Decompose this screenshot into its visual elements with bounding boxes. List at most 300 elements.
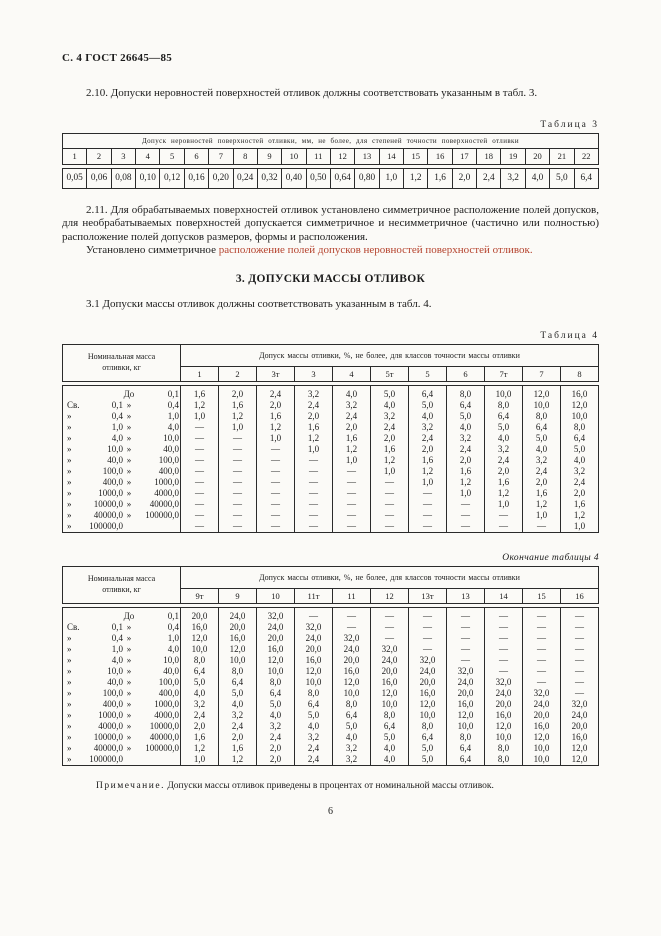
tolerance-value-cell: —	[257, 444, 295, 455]
tolerance-value-cell: —	[219, 477, 257, 488]
class-number-cell: 13т	[409, 588, 447, 603]
tolerance-value-cell: 16,0	[561, 385, 599, 400]
mass-range-cell	[63, 433, 181, 444]
table3-column-number: 14	[379, 148, 403, 164]
tolerance-value-cell: 8,0	[561, 422, 599, 433]
mass-part: »	[67, 465, 72, 476]
mass-part: »	[126, 399, 132, 410]
mass-part: До	[123, 610, 135, 621]
table3-column-number: 6	[184, 148, 208, 164]
table-row	[63, 499, 599, 510]
tolerance-value-cell: 6,4	[447, 754, 485, 766]
tolerance-value-cell: —	[523, 655, 561, 666]
note-label: Примечание.	[96, 780, 165, 791]
tolerance-value-cell: 6,4	[485, 411, 523, 422]
mass-part: »	[126, 687, 132, 698]
table4a-classes-header-cell: Допуск массы отливки, %, не более, для классов точности массы отливки	[181, 344, 599, 366]
tolerance-value-cell: 8,0	[409, 721, 447, 732]
mass-part: 0,4	[167, 621, 179, 632]
mass-part: 4,0	[111, 432, 123, 443]
table3-value-cell: 0,80	[355, 168, 379, 188]
tolerance-value-cell: —	[295, 510, 333, 521]
tolerance-value-cell: —	[561, 633, 599, 644]
tolerance-value-cell: —	[333, 477, 371, 488]
mass-part: »	[67, 687, 72, 698]
table-row	[63, 666, 599, 677]
tolerance-value-cell: 12,0	[181, 633, 219, 644]
mass-part: 100000,0	[89, 520, 123, 531]
tolerance-value-cell: —	[219, 466, 257, 477]
mass-range-cell	[63, 510, 181, 521]
tolerance-value-cell: 10,0	[523, 400, 561, 411]
tolerance-value-cell: 4,0	[561, 455, 599, 466]
mass-part: 4000,0	[154, 487, 179, 498]
tolerance-value-cell: —	[295, 521, 333, 533]
mass-part: 0,4	[111, 410, 123, 421]
tolerance-value-cell: 12,0	[333, 677, 371, 688]
mass-part: 10000,0	[93, 498, 123, 509]
mass-part: 40000,0	[149, 498, 179, 509]
tolerance-value-cell: 5,0	[523, 433, 561, 444]
table-row	[63, 607, 599, 622]
tolerance-value-cell: 5,0	[409, 400, 447, 411]
tolerance-value-cell: 1,6	[181, 385, 219, 400]
tolerance-value-cell: —	[257, 488, 295, 499]
class-number-cell: 16	[561, 588, 599, 603]
mass-part: »	[126, 410, 132, 421]
tolerance-value-cell: 2,4	[371, 422, 409, 433]
tolerance-value-cell: —	[181, 466, 219, 477]
mass-part: »	[67, 698, 72, 709]
tolerance-value-cell: —	[561, 688, 599, 699]
table-row	[63, 385, 599, 400]
tolerance-value-cell: —	[561, 666, 599, 677]
tolerance-value-cell: —	[485, 655, 523, 666]
mass-part: »	[67, 410, 72, 421]
mass-part: »	[126, 476, 132, 487]
tolerance-value-cell: 3,2	[333, 754, 371, 766]
table4a-body-table	[62, 385, 599, 533]
class-number-cell: 13	[447, 588, 485, 603]
tolerance-value-cell: 3,2	[257, 721, 295, 732]
tolerance-value-cell: 24,0	[409, 666, 447, 677]
mass-part: »	[126, 720, 132, 731]
table-row	[63, 644, 599, 655]
mass-range-cell	[63, 455, 181, 466]
mass-part: »	[126, 643, 132, 654]
tolerance-value-cell: —	[219, 455, 257, 466]
mass-part: »	[126, 443, 132, 454]
table-row	[63, 721, 599, 732]
tolerance-value-cell: 12,0	[219, 644, 257, 655]
mass-range-cell	[63, 644, 181, 655]
table-row	[63, 677, 599, 688]
table3-value-cell: 0,64	[330, 168, 354, 188]
paragraph-2-10: 2.10. Допуски неровностей поверхностей отливок должны соответствовать указанным в табл. 3.	[86, 87, 538, 99]
mass-part: Св.	[67, 621, 80, 632]
tolerance-value-cell: 2,4	[219, 721, 257, 732]
tolerance-value-cell: —	[371, 633, 409, 644]
class-number-cell: 11	[333, 588, 371, 603]
tolerance-value-cell: 1,2	[447, 477, 485, 488]
tolerance-value-cell: —	[447, 622, 485, 633]
mass-range-cell	[63, 521, 181, 533]
mass-part: »	[126, 621, 132, 632]
table-row	[63, 521, 599, 533]
tolerance-value-cell: 2,4	[295, 743, 333, 754]
table-row	[63, 488, 599, 499]
mass-part: »	[67, 432, 72, 443]
table-row	[63, 422, 599, 433]
tolerance-value-cell: —	[295, 455, 333, 466]
mass-part: 400,0	[102, 476, 123, 487]
mass-range-cell	[63, 422, 181, 433]
tolerance-value-cell: 24,0	[447, 677, 485, 688]
class-number-cell: 10	[257, 588, 295, 603]
mass-range-cell	[63, 699, 181, 710]
mass-part: »	[67, 520, 72, 531]
tolerance-value-cell: 20,0	[523, 710, 561, 721]
tolerance-value-cell: 2,0	[257, 743, 295, 754]
mass-part: »	[126, 665, 132, 676]
tolerance-value-cell: 3,2	[371, 411, 409, 422]
tolerance-value-cell: 16,0	[371, 677, 409, 688]
table3-column-number: 10	[282, 148, 306, 164]
tolerance-value-cell: 12,0	[371, 688, 409, 699]
tolerance-value-cell: 1,2	[485, 488, 523, 499]
tolerance-value-cell: —	[447, 510, 485, 521]
tolerance-value-cell: 20,0	[295, 644, 333, 655]
tolerance-value-cell: 32,0	[447, 666, 485, 677]
mass-part: 100,0	[158, 676, 179, 687]
table3-value-cell: 2,4	[477, 168, 501, 188]
tolerance-value-cell: 8,0	[485, 743, 523, 754]
mass-part: 100,0	[102, 687, 123, 698]
class-number-cell: 5	[409, 366, 447, 381]
mass-part: »	[126, 509, 132, 520]
tolerance-value-cell: 3,2	[409, 422, 447, 433]
tolerance-value-cell: 32,0	[371, 644, 409, 655]
mass-part: »	[67, 443, 72, 454]
tolerance-value-cell: 3,2	[333, 743, 371, 754]
class-number-cell: 6	[447, 366, 485, 381]
tolerance-value-cell: 2,4	[333, 411, 371, 422]
tolerance-value-cell: 32,0	[295, 622, 333, 633]
tolerance-value-cell: 1,2	[561, 510, 599, 521]
mass-part: 1,0	[111, 421, 123, 432]
tolerance-value-cell: —	[485, 633, 523, 644]
table3-value-cell: 1,0	[379, 168, 403, 188]
table3-column-number: 20	[525, 148, 549, 164]
mass-part: 4,0	[111, 654, 123, 665]
tolerance-value-cell: —	[257, 510, 295, 521]
table3-value-cell: 3,2	[501, 168, 525, 188]
table3-value-cell: 0,20	[209, 168, 233, 188]
tolerance-value-cell: 1,6	[333, 433, 371, 444]
tolerance-value-cell: 24,0	[219, 607, 257, 622]
mass-part: 4,0	[167, 643, 179, 654]
mass-part: 1000,0	[98, 487, 123, 498]
mass-part: 4,0	[167, 421, 179, 432]
tolerance-value-cell: 1,0	[561, 521, 599, 533]
tolerance-value-cell: 2,0	[333, 422, 371, 433]
tolerance-value-cell: 3,2	[295, 732, 333, 743]
table3-column-number: 4	[136, 148, 160, 164]
mass-part: »	[67, 676, 72, 687]
table3-column-number: 18	[477, 148, 501, 164]
tolerance-value-cell: 10,0	[409, 710, 447, 721]
tolerance-value-cell: 6,4	[561, 433, 599, 444]
table-row	[63, 688, 599, 699]
tolerance-value-cell: 1,0	[333, 455, 371, 466]
mass-range-cell	[63, 385, 181, 400]
tolerance-value-cell: —	[371, 510, 409, 521]
table3-value-cell: 1,6	[428, 168, 452, 188]
mass-part: »	[67, 632, 72, 643]
tolerance-value-cell: 10,0	[181, 644, 219, 655]
tolerance-value-cell: —	[257, 466, 295, 477]
tolerance-value-cell: —	[219, 499, 257, 510]
tolerance-value-cell: 1,0	[181, 754, 219, 766]
tolerance-value-cell: 1,6	[181, 732, 219, 743]
tolerance-value-cell: 5,0	[333, 721, 371, 732]
tolerance-value-cell: —	[181, 488, 219, 499]
table3-column-number: 2	[87, 148, 111, 164]
tolerance-value-cell: 10,0	[295, 677, 333, 688]
mass-range-cell	[63, 721, 181, 732]
tolerance-value-cell: 10,0	[333, 688, 371, 699]
tolerance-value-cell: —	[181, 455, 219, 466]
tolerance-value-cell: 1,0	[409, 477, 447, 488]
table-row	[63, 622, 599, 633]
tolerance-value-cell: 2,4	[257, 385, 295, 400]
tolerance-value-cell: 20,0	[257, 633, 295, 644]
tolerance-value-cell: 8,0	[523, 411, 561, 422]
mass-part: 400,0	[102, 698, 123, 709]
mass-part: 40,0	[163, 665, 179, 676]
table-row	[63, 466, 599, 477]
tolerance-value-cell: 1,6	[485, 477, 523, 488]
tolerance-value-cell: 12,0	[523, 385, 561, 400]
tolerance-value-cell: 4,0	[447, 422, 485, 433]
tolerance-value-cell: 12,0	[409, 699, 447, 710]
mass-range-cell	[63, 499, 181, 510]
tolerance-value-cell: —	[371, 521, 409, 533]
tolerance-value-cell: 2,0	[219, 732, 257, 743]
tolerance-value-cell: 1,6	[295, 422, 333, 433]
table3-column-number: 19	[501, 148, 525, 164]
tolerance-value-cell: 1,6	[219, 743, 257, 754]
mass-range-cell	[63, 633, 181, 644]
table3-column-number: 15	[404, 148, 428, 164]
table3-value-cell: 0,32	[257, 168, 281, 188]
mass-part: 100000,0	[89, 753, 123, 764]
tolerance-value-cell: 4,0	[371, 400, 409, 411]
note	[62, 781, 599, 791]
tolerance-value-cell: 12,0	[295, 666, 333, 677]
tolerance-value-cell: 2,0	[219, 385, 257, 400]
tolerance-value-cell: 16,0	[561, 732, 599, 743]
tolerance-value-cell: 2,4	[181, 710, 219, 721]
table-3	[62, 133, 599, 189]
table3-value-cell: 0,40	[282, 168, 306, 188]
mass-part: 1000,0	[154, 476, 179, 487]
mass-part: »	[67, 742, 72, 753]
tolerance-value-cell: —	[295, 466, 333, 477]
tolerance-value-cell: 5,0	[219, 688, 257, 699]
tolerance-value-cell: —	[523, 633, 561, 644]
tolerance-value-cell: 16,0	[485, 710, 523, 721]
tolerance-value-cell: 16,0	[219, 633, 257, 644]
section-3-title: 3. ДОПУСКИ МАССЫ ОТЛИВОК	[235, 272, 426, 285]
table3-value-cell: 0,05	[63, 168, 87, 188]
table3-column-number: 13	[355, 148, 379, 164]
tolerance-value-cell: 32,0	[333, 633, 371, 644]
table4-caption: Таблица 4	[540, 330, 599, 341]
mass-range-cell	[63, 666, 181, 677]
tolerance-value-cell: —	[181, 510, 219, 521]
class-number-cell: 3	[295, 366, 333, 381]
tolerance-value-cell: —	[371, 488, 409, 499]
tolerance-value-cell: 32,0	[409, 655, 447, 666]
tolerance-value-cell: —	[447, 607, 485, 622]
tolerance-value-cell: 3,2	[523, 455, 561, 466]
tolerance-value-cell: 4,0	[257, 710, 295, 721]
class-number-cell: 15	[523, 588, 561, 603]
mass-part: »	[126, 421, 132, 432]
table3-values-row	[63, 168, 599, 188]
table3-value-cell: 4,0	[525, 168, 549, 188]
tolerance-value-cell: 1,0	[181, 411, 219, 422]
paragraph-2-11b-highlight: расположение полей допусков неровностей поверхностей отливок.	[218, 244, 533, 257]
class-number-cell: 7	[523, 366, 561, 381]
table4a-mass-header-cell: Номинальная масса отливки, кг	[63, 344, 181, 381]
tolerance-value-cell: 5,0	[295, 710, 333, 721]
tolerance-value-cell: 12,0	[561, 743, 599, 754]
table4b-body	[63, 607, 599, 765]
tolerance-value-cell: —	[561, 644, 599, 655]
class-number-cell: 7т	[485, 366, 523, 381]
tolerance-value-cell: 12,0	[561, 754, 599, 766]
tolerance-value-cell: 1,2	[371, 455, 409, 466]
tolerance-value-cell: 1,2	[523, 499, 561, 510]
tolerance-value-cell: —	[219, 510, 257, 521]
tolerance-value-cell: 6,4	[447, 400, 485, 411]
tolerance-value-cell: 4,0	[295, 721, 333, 732]
mass-part: »	[67, 709, 72, 720]
mass-part: 1,0	[111, 643, 123, 654]
mass-range-cell	[63, 622, 181, 633]
table4b-body-table	[62, 607, 599, 766]
mass-range-cell	[63, 655, 181, 666]
class-number-cell: 1	[181, 366, 219, 381]
tolerance-value-cell: 1,0	[485, 499, 523, 510]
table-row	[63, 444, 599, 455]
mass-part: »	[67, 731, 72, 742]
mass-part: 1,0	[167, 632, 179, 643]
tolerance-value-cell: 5,0	[181, 677, 219, 688]
mass-part: »	[126, 698, 132, 709]
tolerance-value-cell: —	[371, 607, 409, 622]
table4b-mass-header-cell: Номинальная масса отливки, кг	[63, 566, 181, 603]
tolerance-value-cell: 5,0	[409, 743, 447, 754]
table3-caption: Таблица 3	[540, 119, 599, 130]
tolerance-value-cell: —	[181, 444, 219, 455]
mass-part: »	[67, 643, 72, 654]
tolerance-value-cell: 2,4	[257, 732, 295, 743]
tolerance-value-cell: 12,0	[257, 655, 295, 666]
tolerance-value-cell: 1,0	[219, 422, 257, 433]
tolerance-value-cell: 4,0	[485, 433, 523, 444]
table-row	[63, 743, 599, 754]
tolerance-value-cell: —	[447, 655, 485, 666]
tolerance-value-cell: 3,2	[333, 400, 371, 411]
table3-value-cell: 0,10	[136, 168, 160, 188]
mass-range-cell	[63, 477, 181, 488]
tolerance-value-cell: 8,0	[333, 699, 371, 710]
tolerance-value-cell: 1,0	[523, 510, 561, 521]
tolerance-value-cell: 8,0	[257, 677, 295, 688]
mass-part: »	[126, 676, 132, 687]
tolerance-value-cell: 24,0	[295, 633, 333, 644]
table-row	[63, 400, 599, 411]
mass-part: Св.	[67, 399, 80, 410]
table3-value-cell: 0,06	[87, 168, 111, 188]
mass-part: 0,1	[111, 621, 123, 632]
tolerance-value-cell: —	[219, 433, 257, 444]
table3-header-row	[63, 133, 599, 148]
tolerance-value-cell: 10,0	[485, 385, 523, 400]
tolerance-value-cell: 5,0	[409, 754, 447, 766]
tolerance-value-cell: 24,0	[333, 644, 371, 655]
mass-part: »	[67, 654, 72, 665]
table3-column-number: 21	[550, 148, 574, 164]
table-row	[63, 710, 599, 721]
table4a-head-table	[62, 344, 599, 382]
tolerance-value-cell: —	[181, 422, 219, 433]
tolerance-value-cell: 20,0	[447, 688, 485, 699]
tolerance-value-cell: 10,0	[523, 743, 561, 754]
tolerance-value-cell: 5,0	[561, 444, 599, 455]
tolerance-value-cell: 2,0	[181, 721, 219, 732]
tolerance-value-cell: 5,0	[485, 422, 523, 433]
tolerance-value-cell: 16,0	[523, 721, 561, 732]
tolerance-value-cell: 24,0	[523, 699, 561, 710]
tolerance-value-cell: 3,2	[295, 385, 333, 400]
mass-part: »	[126, 498, 132, 509]
tolerance-value-cell: 2,0	[485, 466, 523, 477]
mass-part: »	[67, 487, 72, 498]
tolerance-value-cell: —	[523, 677, 561, 688]
tolerance-value-cell: —	[295, 488, 333, 499]
table-row	[63, 754, 599, 766]
tolerance-value-cell: —	[409, 521, 447, 533]
tolerance-value-cell: 32,0	[257, 607, 295, 622]
tolerance-value-cell: —	[523, 622, 561, 633]
tolerance-value-cell: —	[523, 607, 561, 622]
tolerance-value-cell: 2,0	[257, 400, 295, 411]
table3-value-cell: 1,2	[404, 168, 428, 188]
table-4-part-1	[62, 344, 599, 533]
tolerance-value-cell: 4,0	[409, 411, 447, 422]
class-number-cell: 2	[219, 366, 257, 381]
table-row	[63, 477, 599, 488]
tolerance-value-cell: 1,6	[409, 455, 447, 466]
mass-part: 4000,0	[98, 720, 123, 731]
tolerance-value-cell: —	[523, 644, 561, 655]
tolerance-value-cell: 16,0	[409, 688, 447, 699]
tolerance-value-cell: 2,0	[561, 488, 599, 499]
